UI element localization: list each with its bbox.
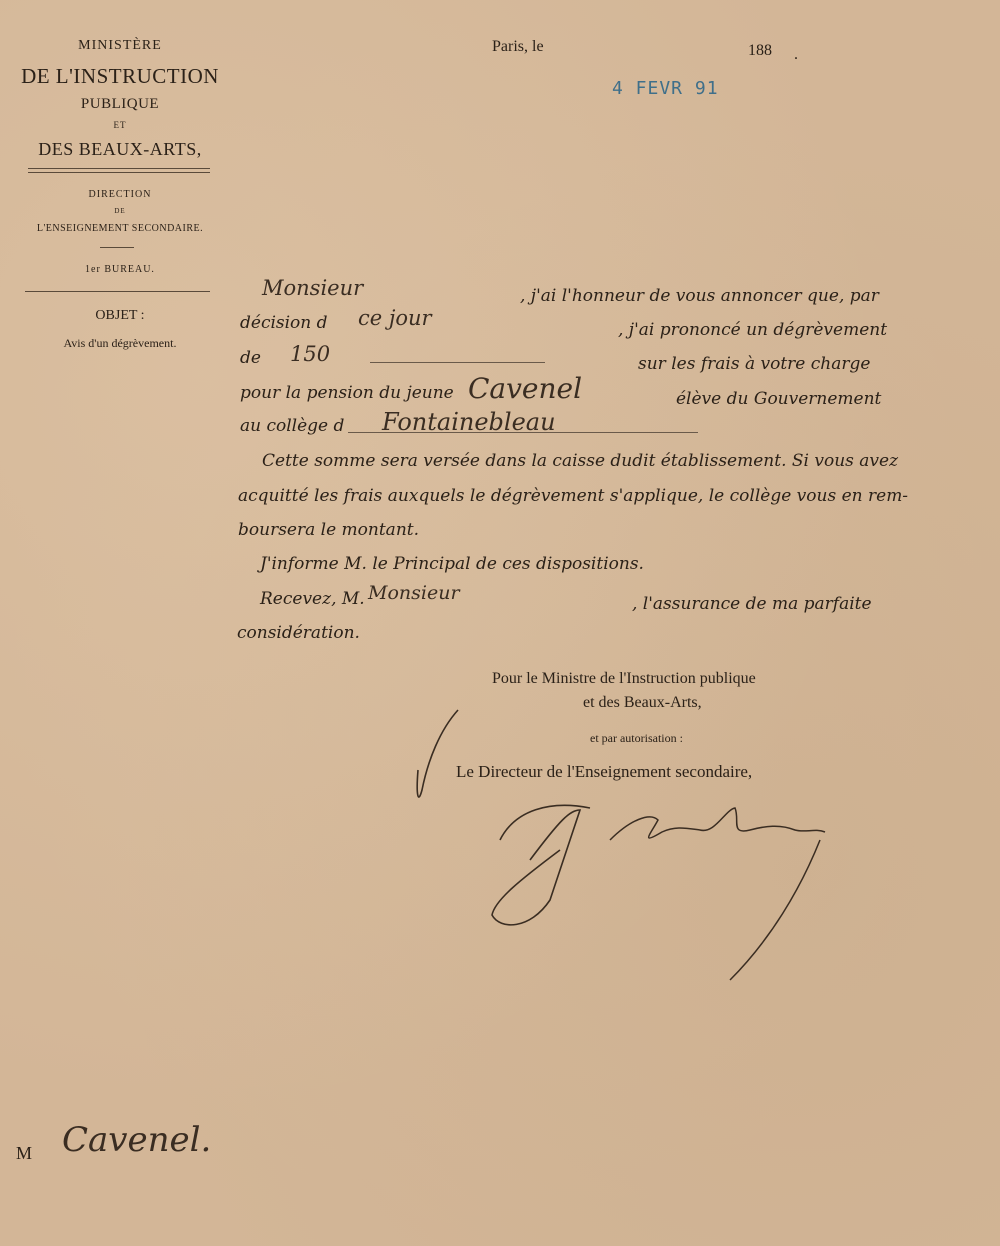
pupil-name-handwritten: Cavenel bbox=[468, 372, 583, 405]
objet-label: OBJET : bbox=[95, 308, 145, 323]
objet-text: Avis d'un dégrèvement. bbox=[63, 336, 177, 350]
letterhead-rule-4 bbox=[25, 291, 210, 292]
salutation-handwritten: Monsieur bbox=[262, 276, 364, 300]
body-line-3-a: de bbox=[240, 348, 261, 368]
letterhead-rule-2 bbox=[28, 172, 210, 173]
signature-flourish-left bbox=[492, 805, 590, 924]
date-year: 188 bbox=[748, 42, 772, 59]
closing-line-3: et par autorisation : bbox=[590, 731, 683, 745]
letterhead-direction: DIRECTION bbox=[88, 189, 152, 200]
letterhead-rule-3 bbox=[100, 247, 134, 248]
closing-line-1: Pour le Ministre de l'Instruction publique bbox=[492, 670, 756, 687]
signature bbox=[400, 700, 840, 990]
college-handwritten: Fontainebleau bbox=[382, 408, 556, 436]
date-stamp: 4 FEVR 91 bbox=[612, 78, 719, 99]
signature-name-strokes bbox=[610, 808, 825, 840]
body-line-3-b: sur les frais à votre charge bbox=[638, 354, 871, 374]
letterhead-et: ET bbox=[113, 120, 127, 130]
letterhead-instruction: DE L'INSTRUCTION bbox=[21, 64, 219, 88]
closing-line-2: et des Beaux-Arts, bbox=[583, 694, 702, 711]
body-line-4-a: pour la pension du jeune bbox=[240, 383, 454, 403]
body-paragraph-3: J'informe M. le Principal de ces dispositions. bbox=[260, 554, 644, 574]
date-place: Paris, le bbox=[492, 38, 544, 55]
recipient-name-handwritten: Cavenel. bbox=[62, 1120, 212, 1160]
college-fill-line bbox=[348, 432, 698, 433]
body-paragraph-4-handwritten: Monsieur bbox=[368, 582, 460, 604]
body-line-2-b: , j'ai prononcé un dégrèvement bbox=[618, 320, 888, 340]
body-paragraph-2-line-2: acquitté les frais auxquels le dégrèvement s'applique, le collège vous en rem- bbox=[238, 486, 909, 506]
body-line-5-a: au collège d bbox=[240, 416, 345, 436]
letterhead-enseignement: L'ENSEIGNEMENT SECONDAIRE. bbox=[36, 223, 204, 234]
body-line-4-b: élève du Gouvernement bbox=[676, 389, 882, 409]
body-paragraph-4-b: , l'assurance de ma parfaite bbox=[632, 594, 872, 614]
body-line-2-a: décision d bbox=[240, 313, 328, 333]
amount-fill-line bbox=[370, 362, 545, 363]
body-line-2-handwritten: ce jour bbox=[358, 306, 432, 330]
signature-underline bbox=[730, 840, 820, 980]
body-paragraph-4-c: considération. bbox=[237, 623, 360, 643]
body-paragraph-2-line-3: boursera le montant. bbox=[238, 520, 419, 540]
letterhead-beaux-arts: DES BEAUX-ARTS, bbox=[38, 139, 202, 159]
date-year-dot: . bbox=[794, 46, 798, 63]
body-line-1: , j'ai l'honneur de vous annoncer que, par bbox=[520, 286, 879, 306]
recipient-prefix: M bbox=[16, 1143, 33, 1163]
amount-handwritten: 150 bbox=[290, 342, 331, 366]
letterhead-bureau: 1er BUREAU. bbox=[85, 264, 155, 275]
letterhead-ministere: MINISTÈRE bbox=[78, 38, 162, 53]
letterhead-rule-1 bbox=[28, 168, 210, 169]
signature-bracket bbox=[417, 710, 458, 797]
body-paragraph-4-a: Recevez, M. bbox=[260, 589, 365, 609]
letterhead-publique: PUBLIQUE bbox=[80, 96, 160, 112]
body-paragraph-2-line-1: Cette somme sera versée dans la caisse dudit établissement. Si vous avez bbox=[262, 451, 899, 471]
letterhead-de: DE bbox=[114, 207, 126, 215]
closing-line-4: Le Directeur de l'Enseignement secondaire, bbox=[456, 762, 753, 781]
